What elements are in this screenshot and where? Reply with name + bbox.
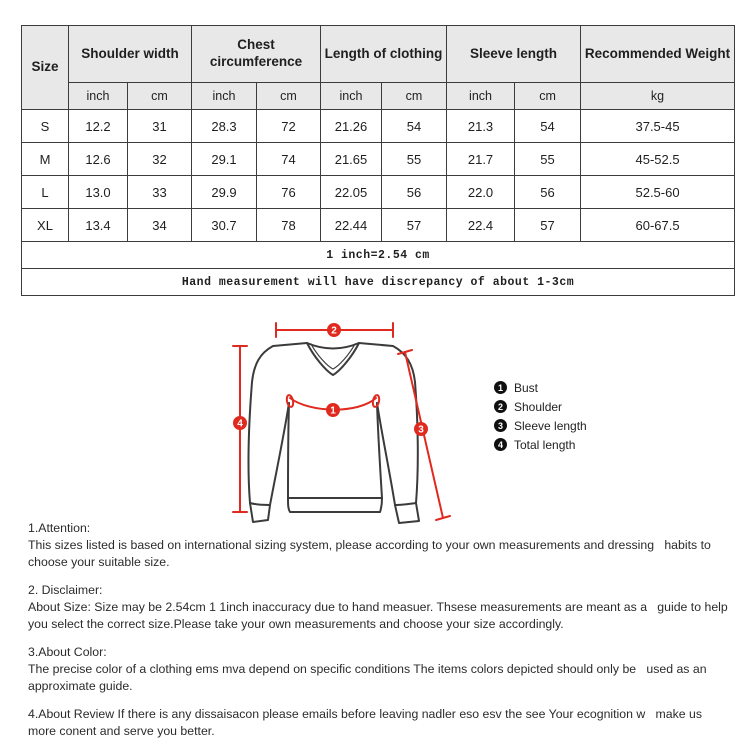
- table-note-row: [22, 269, 735, 296]
- section-heading: 1.Attention:: [28, 521, 91, 535]
- unit-cell: cm: [515, 83, 581, 110]
- value-cell: 32: [128, 143, 192, 176]
- unit-cell: inch: [321, 83, 382, 110]
- value-cell: 33: [128, 176, 192, 209]
- value-cell: 22.4: [447, 209, 515, 242]
- value-cell: 37.5-45: [581, 110, 735, 143]
- legend-item-sleeve-length: [494, 419, 587, 432]
- legend-item-total-length: [494, 438, 587, 451]
- value-cell: 12.2: [69, 110, 128, 143]
- table-note-row: [22, 242, 735, 269]
- value-cell: 21.3: [447, 110, 515, 143]
- legend-label: Bust: [514, 380, 539, 395]
- legend-item-shoulder: [494, 400, 587, 413]
- table-group-header-row: [22, 26, 735, 83]
- column-header-shoulder-width: Shoulder width: [69, 26, 192, 83]
- section-about-review: [28, 706, 730, 740]
- marker-1-bust: [326, 403, 340, 417]
- legend-label: Total length: [514, 437, 576, 452]
- table-row-s: [22, 110, 735, 143]
- section-body: This sizes listed is based on international sizing system, please according to your own measurements and dressing habits to choose your suitable size.: [28, 538, 715, 569]
- size-cell: XL: [22, 209, 69, 242]
- value-cell: 54: [515, 110, 581, 143]
- unit-cell: inch: [69, 83, 128, 110]
- column-header-length-of-clothing: Length of clothing: [321, 26, 447, 83]
- value-cell: 72: [257, 110, 321, 143]
- legend-item-bust: [494, 381, 587, 394]
- svg-text:2: 2: [331, 325, 337, 337]
- unit-cell: inch: [192, 83, 257, 110]
- unit-cell: cm: [257, 83, 321, 110]
- size-cell: S: [22, 110, 69, 143]
- svg-text:4: 4: [237, 418, 243, 430]
- column-header-size: Size: [22, 26, 69, 110]
- unit-cell: inch: [447, 83, 515, 110]
- column-header-sleeve-length: Sleeve length: [447, 26, 581, 83]
- value-cell: 57: [382, 209, 447, 242]
- value-cell: 30.7: [192, 209, 257, 242]
- value-cell: 56: [515, 176, 581, 209]
- size-chart-table: [21, 25, 735, 296]
- value-cell: 54: [382, 110, 447, 143]
- value-cell: 78: [257, 209, 321, 242]
- section-attention: [28, 520, 730, 571]
- value-cell: 76: [257, 176, 321, 209]
- value-cell: 22.44: [321, 209, 382, 242]
- value-cell: 21.65: [321, 143, 382, 176]
- value-cell: 12.6: [69, 143, 128, 176]
- value-cell: 29.9: [192, 176, 257, 209]
- value-cell: 13.0: [69, 176, 128, 209]
- marker-4-total-length: [233, 416, 247, 430]
- table-row-xl: [22, 209, 735, 242]
- legend-dot-4-icon: 4: [494, 438, 507, 451]
- unit-cell: cm: [382, 83, 447, 110]
- value-cell: 31: [128, 110, 192, 143]
- sweater-outline-icon: [249, 343, 419, 523]
- column-header-chest-circumference: Chest circumference: [192, 26, 321, 83]
- size-cell: L: [22, 176, 69, 209]
- legend-label: Sleeve length: [514, 418, 587, 433]
- section-disclaimer: [28, 582, 730, 633]
- value-cell: 45-52.5: [581, 143, 735, 176]
- section-heading: 2. Disclaimer:: [28, 583, 103, 597]
- inch-conversion-note: 1 inch=2.54 cm: [22, 242, 735, 269]
- value-cell: 29.1: [192, 143, 257, 176]
- measurement-legend: [494, 381, 587, 457]
- column-header-recommended-weight: Recommended Weight: [581, 26, 735, 83]
- value-cell: 55: [382, 143, 447, 176]
- section-body: About Size: Size may be 2.54cm 1 1inch inaccuracy due to hand measuer. Thsese measurements are meant as a guide to help you select the correct size.Please take your own measurements and choose your size accordingly.: [28, 600, 732, 631]
- value-cell: 13.4: [69, 209, 128, 242]
- size-cell: M: [22, 143, 69, 176]
- sweater-measurement-diagram: [220, 310, 480, 535]
- table-unit-row: [22, 83, 735, 110]
- value-cell: 57: [515, 209, 581, 242]
- section-heading: 3.About Color:: [28, 645, 107, 659]
- info-sections: [28, 520, 730, 750]
- svg-text:3: 3: [418, 424, 424, 436]
- value-cell: 28.3: [192, 110, 257, 143]
- value-cell: 56: [382, 176, 447, 209]
- section-about-color: [28, 644, 730, 695]
- legend-dot-1-icon: 1: [494, 381, 507, 394]
- measurement-discrepancy-note: Hand measurement will have discrepancy of about 1-3cm: [22, 269, 735, 296]
- table-row-m: [22, 143, 735, 176]
- unit-cell: kg: [581, 83, 735, 110]
- legend-label: Shoulder: [514, 399, 563, 414]
- marker-3-sleeve-length: [414, 422, 428, 436]
- value-cell: 21.26: [321, 110, 382, 143]
- value-cell: 52.5-60: [581, 176, 735, 209]
- value-cell: 34: [128, 209, 192, 242]
- value-cell: 74: [257, 143, 321, 176]
- marker-2-shoulder: [327, 323, 341, 337]
- value-cell: 55: [515, 143, 581, 176]
- svg-text:1: 1: [330, 405, 336, 417]
- value-cell: 60-67.5: [581, 209, 735, 242]
- section-body: The precise color of a clothing ems mva depend on specific conditions The items colors depicted should only be used as an approximate guide.: [28, 662, 710, 693]
- section-body: 4.About Review If there is any dissaisacon please emails before leaving nadler eso esv the see Your ecognition w make us more conent and serve you better.: [28, 707, 706, 738]
- unit-cell: cm: [128, 83, 192, 110]
- value-cell: 22.05: [321, 176, 382, 209]
- value-cell: 22.0: [447, 176, 515, 209]
- value-cell: 21.7: [447, 143, 515, 176]
- legend-dot-2-icon: 2: [494, 400, 507, 413]
- table-row-l: [22, 176, 735, 209]
- legend-dot-3-icon: 3: [494, 419, 507, 432]
